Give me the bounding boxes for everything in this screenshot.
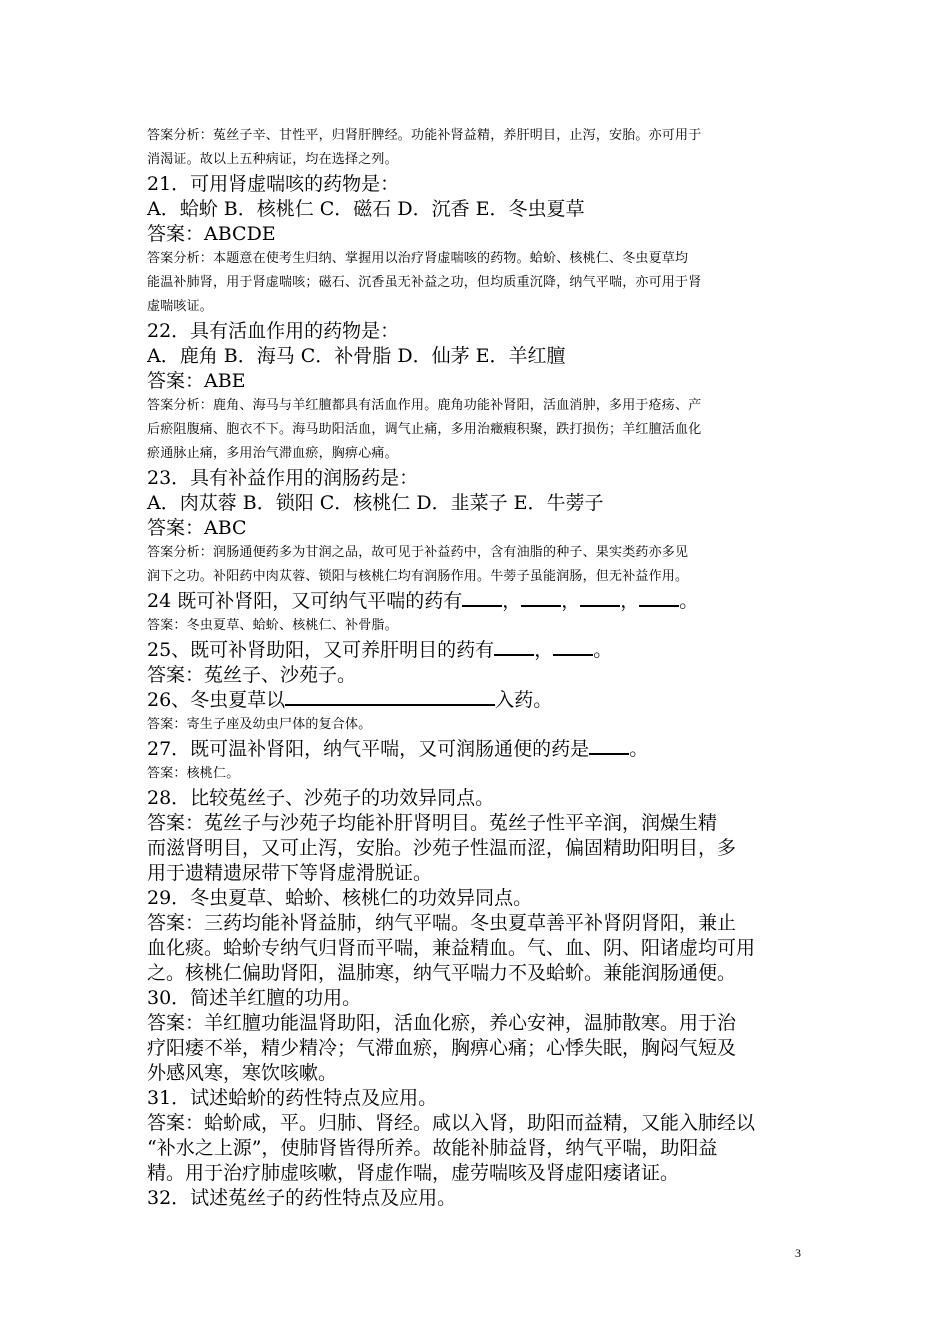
answer-block-19-23: [147, 124, 817, 589]
text-line: 答案：菟丝子与沙苑子均能补肝肾明目。菟丝子性平辛润，润燥生精: [147, 812, 718, 834]
answer-27: 答案：核桃仁。: [147, 766, 240, 781]
text-line: 29．冬虫夏草、蛤蚧、核桃仁的功效异同点。: [147, 887, 533, 909]
questions-28-32: [147, 786, 817, 1211]
text-line: 答案分析：润肠通便药多为甘润之品，故可见于补益药中，含有油脂的种子、果实类药亦多见: [147, 545, 689, 560]
fill-blank[interactable]: [462, 589, 502, 607]
page-number: 3: [795, 1246, 801, 1260]
text-line: A．鹿角 B．海马 C．补骨脂 D．仙茅 E．羊红膻: [147, 345, 566, 367]
text-line: 30．简述羊红膻的功用。: [147, 987, 362, 1009]
text-line: 32．试述菟丝子的药性特点及应用。: [147, 1187, 457, 1209]
fill-blank[interactable]: [285, 688, 495, 706]
text-line: 答案：三药均能补肾益肺，纳气平喘。冬虫夏草善平补肾阴肾阳，兼止: [147, 912, 737, 934]
question-26: 26、冬虫夏草以 入药。: [147, 689, 553, 711]
answer-25: 答案：菟丝子、沙苑子。: [147, 664, 357, 686]
text-line: A．蛤蚧 B．核桃仁 C．磁石 D．沉香 E．冬虫夏草: [147, 198, 585, 220]
answer-26: 答案：寄生子座及幼虫尸体的复合体。: [147, 717, 372, 732]
text-line: 23．具有补益作用的润肠药是：: [147, 467, 419, 489]
text-line: 润下之功。补阳药中肉苁蓉、锁阳与核桃仁均有润肠作用。牛蒡子虽能润肠，但无补益作用。: [147, 569, 689, 584]
text-line: 31．试述蛤蚧的药性特点及应用。: [147, 1087, 438, 1109]
fill-blank[interactable]: [589, 737, 629, 755]
text-line: A．肉苁蓉 B．锁阳 C．核桃仁 D．韭菜子 E．牛蒡子: [147, 492, 604, 514]
question-24: 24 既可补肾阳，又可纳气平喘的药有 ， ， ， 。: [147, 590, 699, 612]
text-line: 能温补肺肾，用于肾虚喘咳；磁石、沉香虽无补益之功，但均质重沉降，纳气平喘，亦可用于肾: [147, 275, 702, 290]
text-line: 答案分析：鹿角、海马与羊红膻都具有活血作用。鹿角功能补肾阳，活血消肿，多用于疮疡、产: [147, 398, 702, 413]
text-line: 28．比较菟丝子、沙苑子的功效异同点。: [147, 787, 495, 809]
text-line: 瘀通脉止痛，多用治气滞血瘀，胸痹心痛。: [147, 446, 398, 461]
fill-blank[interactable]: [494, 638, 534, 656]
text-line: 消渴证。故以上五种病证，均在选择之列。: [147, 152, 398, 167]
fill-blank[interactable]: [639, 589, 679, 607]
text-line: 22．具有活血作用的药物是：: [147, 320, 400, 342]
text-line: “补水之上源”，使肺肾皆得所养。故能补肺益肾，纳气平喘，助阳益: [147, 1137, 718, 1159]
answer-24: 答案：冬虫夏草、蛤蚧、核桃仁、补骨脂。: [147, 618, 398, 633]
text-line: 精。用于治疗肺虚咳嗽，肾虚作喘，虚劳喘咳及肾虚阳痿诸证。: [147, 1162, 680, 1184]
text-line: 虚喘咳证。: [147, 299, 214, 314]
fill-blank[interactable]: [553, 638, 593, 656]
text-line: 答案：ABE: [147, 370, 246, 392]
fill-blank[interactable]: [521, 589, 561, 607]
text-line: 而滋肾明目，又可止泻，安胎。沙苑子性温而涩，偏固精助阳明目，多: [147, 837, 737, 859]
fill-blank[interactable]: [580, 589, 620, 607]
text-line: 答案：羊红膻功能温肾助阳，活血化瘀，养心安神，温肺散寒。用于治: [147, 1012, 737, 1034]
text-line: 后瘀阻腹痛、胞衣不下。海马助阳活血，调气止痛，多用治癥瘕积聚，跌打损伤；羊红膻活血化: [147, 422, 702, 437]
question-25: 25、既可补肾助阳，又可养肝明目的药有 ， 。: [147, 639, 613, 661]
document-body: [147, 124, 817, 1211]
text-line: 外感风寒，寒饮咳嗽。: [147, 1062, 338, 1084]
text-line: 答案：ABCDE: [147, 223, 276, 245]
text-line: 答案：ABC: [147, 517, 247, 539]
text-line: 用于遗精遗尿带下等肾虚滑脱证。: [147, 862, 433, 884]
text-line: 答案：蛤蚧咸，平。归肺、肾经。咸以入肾，助阳而益精，又能入肺经以: [147, 1112, 756, 1134]
question-27: 27．既可温补肾阳，纳气平喘，又可润肠通便的药是 。: [147, 738, 649, 760]
text-line: 21．可用肾虚喘咳的药物是：: [147, 173, 400, 195]
text-line: 之。核桃仁偏助肾阳，温肺寒，纳气平喘力不及蛤蚧。兼能润肠通便。: [147, 962, 737, 984]
text-line: 疗阳痿不举，精少精冷；气滞血瘀，胸痹心痛；心悸失眠，胸闷气短及: [147, 1037, 737, 1059]
text-line: 血化痰。蛤蚧专纳气归肾而平喘，兼益精血。气、血、阴、阳诸虚均可用: [147, 937, 756, 959]
text-line: 答案分析：菟丝子辛、甘性平，归肾肝脾经。功能补肾益精，养肝明目，止泻，安胎。亦可用于: [147, 128, 702, 143]
text-line: 答案分析：本题意在使考生归纳、掌握用以治疗肾虚喘咳的药物。蛤蚧、核桃仁、冬虫夏草均: [147, 251, 689, 266]
